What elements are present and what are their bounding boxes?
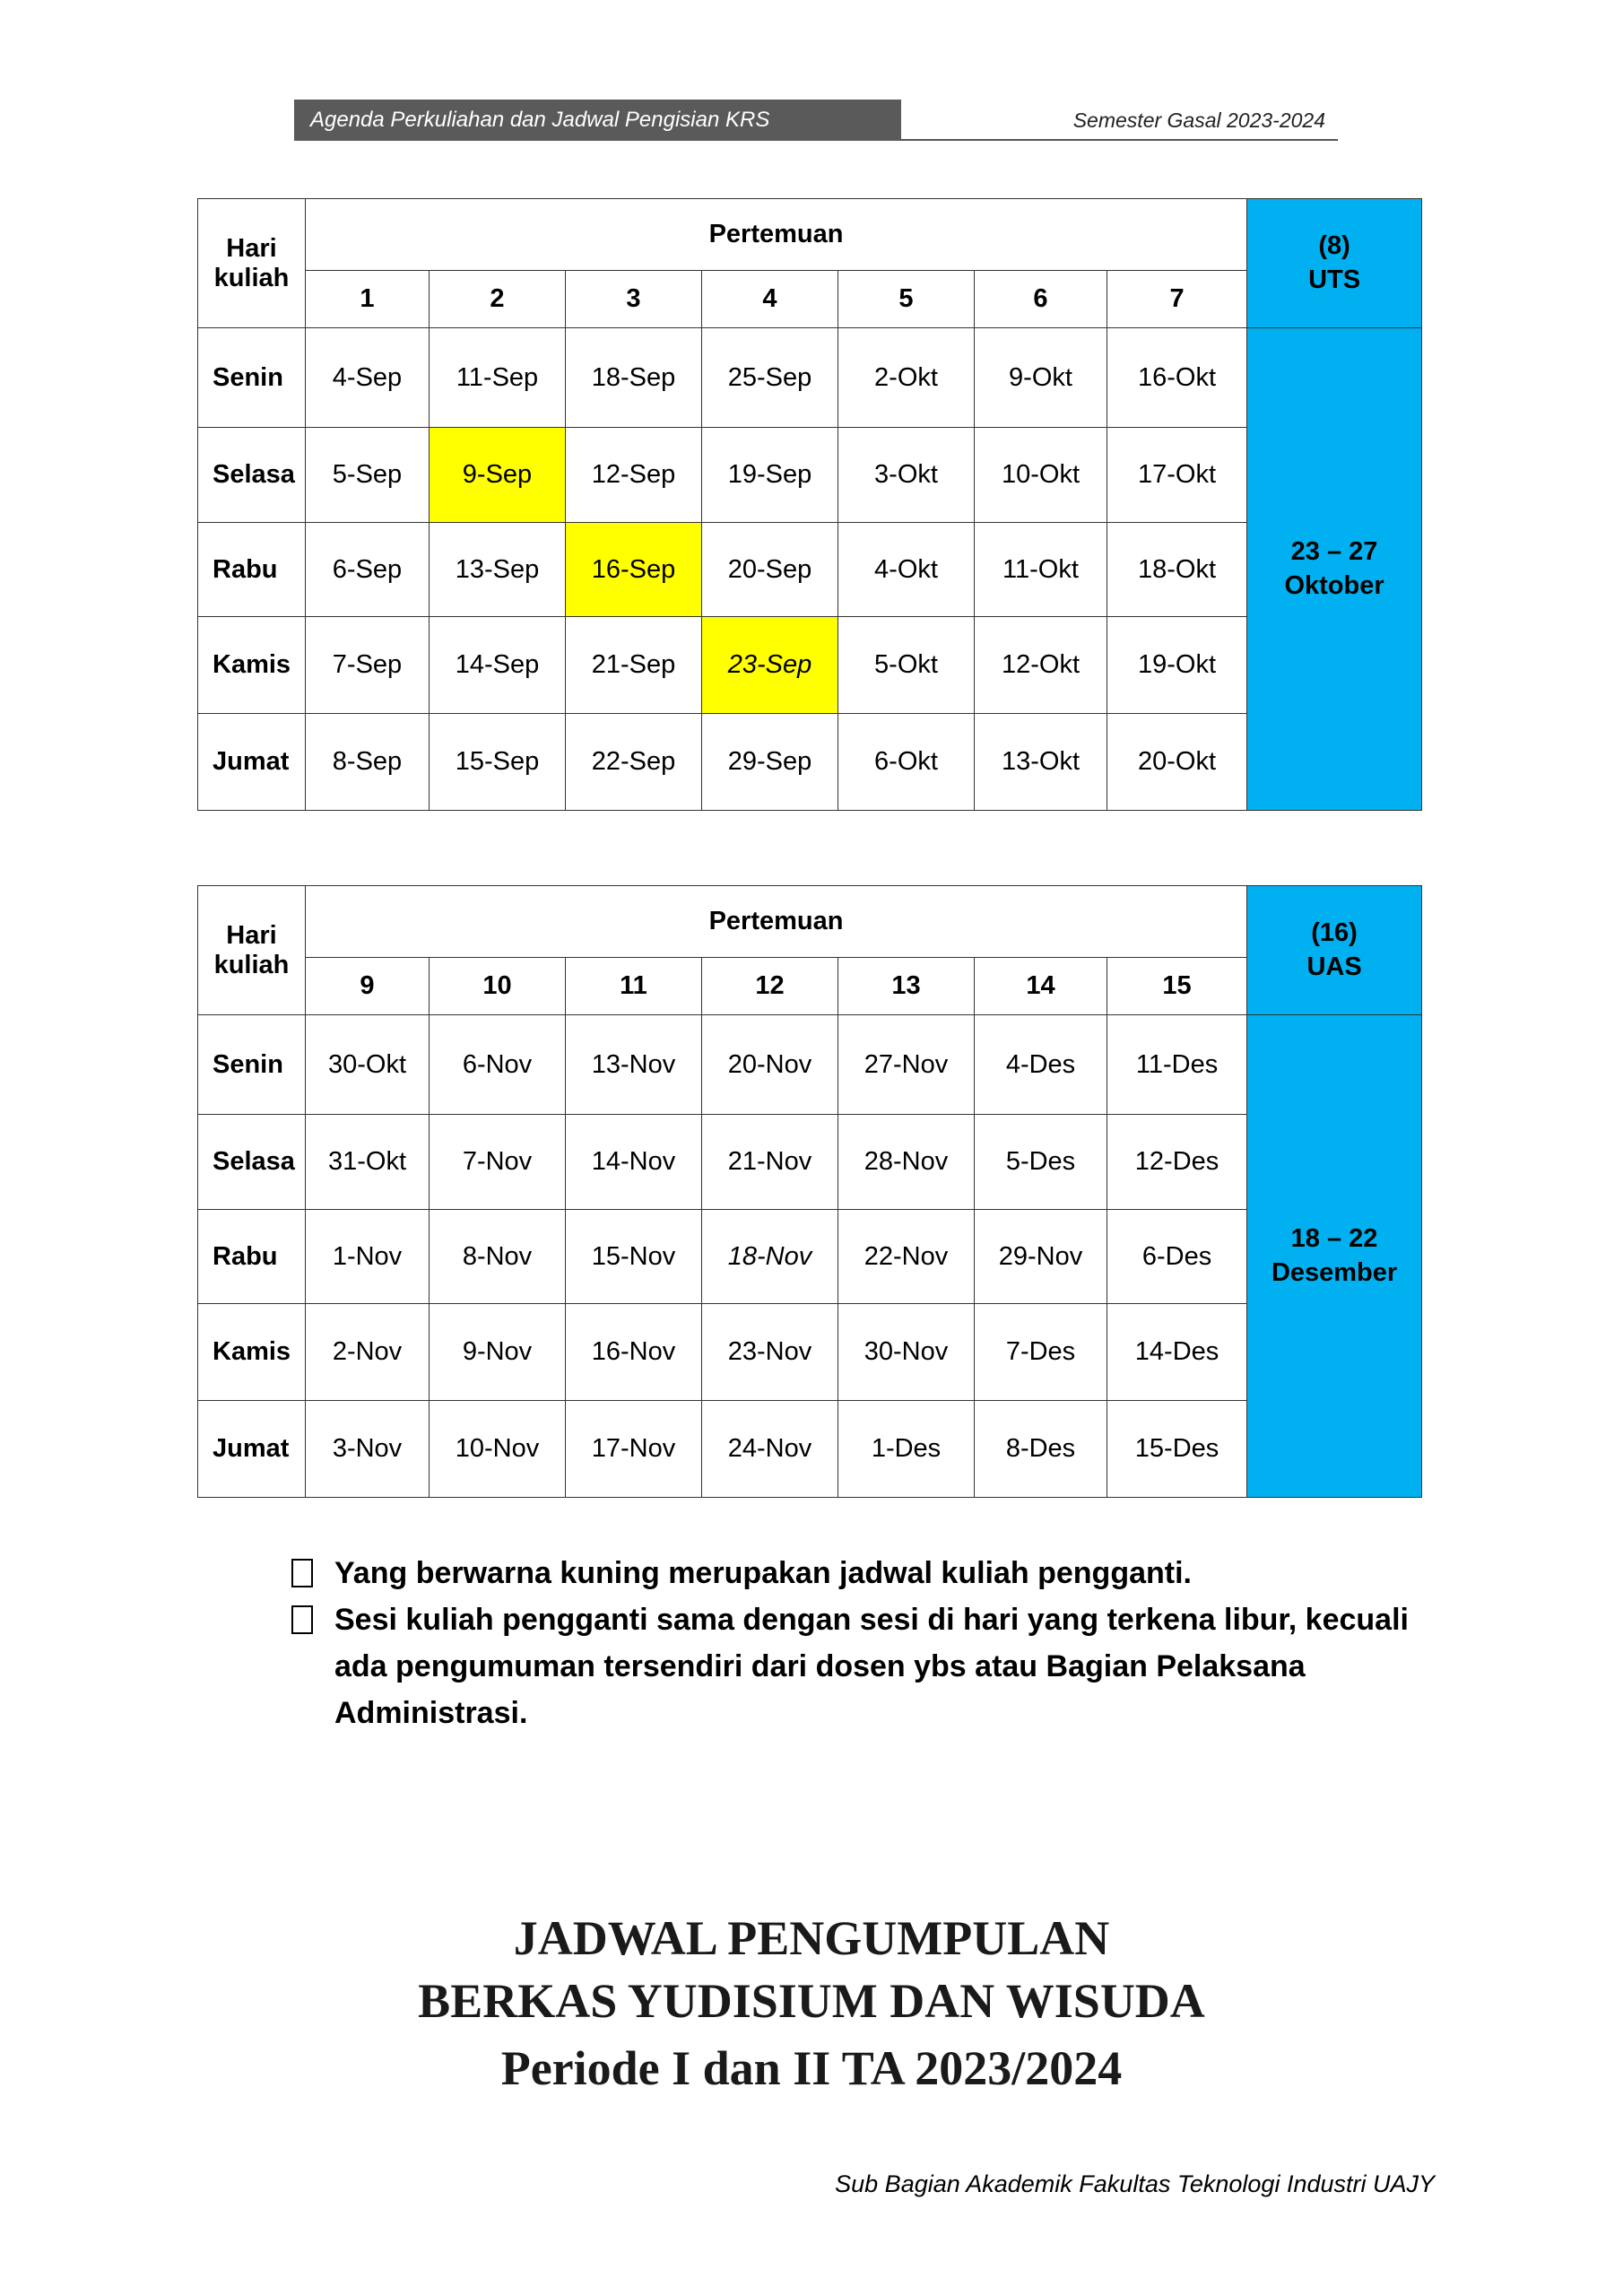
- schedule-table-uas: [197, 885, 1422, 1498]
- checkbox-bullet-icon: [291, 1559, 313, 1587]
- day-label: Kamis: [198, 617, 306, 714]
- date-cell: 11-Okt: [975, 523, 1107, 617]
- date-cell: 30-Nov: [838, 1304, 975, 1401]
- title-line-3: Periode I dan II TA 2023/2024: [500, 2041, 1123, 2095]
- meeting-number: 5: [838, 271, 975, 328]
- table-row: [198, 1210, 1422, 1304]
- date-cell: 9-Okt: [975, 328, 1107, 428]
- date-cell: 3-Okt: [838, 428, 975, 523]
- note-text: Sesi kuliah pengganti sama dengan sesi di hari yang terkena libur, kecuali ada pengumuman tersendiri dari dosen ybs atau Bagian Pelaksana Administrasi.: [334, 1603, 1409, 1730]
- date-cell: 5-Sep: [306, 428, 430, 523]
- date-cell: 2-Okt: [838, 328, 975, 428]
- date-cell: 2-Nov: [306, 1304, 430, 1401]
- table-row: [198, 328, 1422, 428]
- date-cell: 16-Nov: [566, 1304, 702, 1401]
- table-row: [198, 523, 1422, 617]
- day-label: Kamis: [198, 1304, 306, 1401]
- date-cell: 10-Nov: [430, 1401, 566, 1498]
- meeting-number: 14: [975, 958, 1107, 1015]
- meeting-number: 7: [1107, 271, 1247, 328]
- uts-header: (8) UTS: [1247, 199, 1422, 328]
- date-cell: 16-Okt: [1107, 328, 1247, 428]
- table-row: [198, 1401, 1422, 1498]
- date-cell: 17-Okt: [1107, 428, 1247, 523]
- table-row: [198, 1115, 1422, 1210]
- date-cell: 3-Nov: [306, 1401, 430, 1498]
- date-cell: 25-Sep: [702, 328, 838, 428]
- date-cell: 28-Nov: [838, 1115, 975, 1210]
- date-cell: 20-Nov: [702, 1015, 838, 1115]
- date-cell: 24-Nov: [702, 1401, 838, 1498]
- schedule-table-uts: [197, 198, 1422, 811]
- date-cell: 13-Nov: [566, 1015, 702, 1115]
- meeting-number: 4: [702, 271, 838, 328]
- date-cell: 11-Sep: [430, 328, 566, 428]
- date-cell: 21-Sep: [566, 617, 702, 714]
- checkbox-bullet-icon: [291, 1605, 313, 1634]
- meeting-number: 15: [1107, 958, 1247, 1015]
- date-cell: 6-Okt: [838, 714, 975, 811]
- table-row: [198, 1304, 1422, 1401]
- date-cell: 9-Nov: [430, 1304, 566, 1401]
- date-cell: 29-Nov: [975, 1210, 1107, 1304]
- date-cell: 18-Okt: [1107, 523, 1247, 617]
- list-item: [291, 1596, 1457, 1736]
- date-cell: 6-Sep: [306, 523, 430, 617]
- day-label: Jumat: [198, 1401, 306, 1498]
- date-cell: 19-Sep: [702, 428, 838, 523]
- title-line-1: JADWAL PENGUMPULAN: [513, 1911, 1110, 1965]
- uts-dates: 23 – 27 Oktober: [1247, 328, 1422, 811]
- hari-kuliah-header: Hari kuliah: [198, 886, 306, 1015]
- day-label: Senin: [198, 328, 306, 428]
- date-cell: 14-Sep: [430, 617, 566, 714]
- date-cell: 4-Des: [975, 1015, 1107, 1115]
- day-label: Selasa: [198, 428, 306, 523]
- date-cell: 18-Sep: [566, 328, 702, 428]
- date-cell: 12-Okt: [975, 617, 1107, 714]
- date-cell: 15-Sep: [430, 714, 566, 811]
- date-cell: 29-Sep: [702, 714, 838, 811]
- list-item: [291, 1550, 1457, 1596]
- date-cell: 20-Okt: [1107, 714, 1247, 811]
- date-cell: 18-Nov: [702, 1210, 838, 1304]
- date-cell: 22-Nov: [838, 1210, 975, 1304]
- meeting-number: 6: [975, 271, 1107, 328]
- date-cell: 6-Nov: [430, 1015, 566, 1115]
- date-cell: 20-Sep: [702, 523, 838, 617]
- replacement-date-cell: 23-Sep: [702, 617, 838, 714]
- table-row: [198, 1015, 1422, 1115]
- date-cell: 7-Sep: [306, 617, 430, 714]
- meeting-number: 13: [838, 958, 975, 1015]
- hari-kuliah-header: Hari kuliah: [198, 199, 306, 328]
- date-cell: 5-Okt: [838, 617, 975, 714]
- pertemuan-header: Pertemuan: [306, 886, 1247, 958]
- uas-dates: 18 – 22 Desember: [1247, 1015, 1422, 1498]
- table-row: [198, 617, 1422, 714]
- date-cell: 23-Nov: [702, 1304, 838, 1401]
- date-cell: 11-Des: [1107, 1015, 1247, 1115]
- date-cell: 27-Nov: [838, 1015, 975, 1115]
- uas-header: (16) UAS: [1247, 886, 1422, 1015]
- date-cell: 1-Des: [838, 1401, 975, 1498]
- day-label: Senin: [198, 1015, 306, 1115]
- date-cell: 22-Sep: [566, 714, 702, 811]
- date-cell: 8-Sep: [306, 714, 430, 811]
- meeting-number: 11: [566, 958, 702, 1015]
- day-label: Selasa: [198, 1115, 306, 1210]
- meeting-number: 1: [306, 271, 430, 328]
- meeting-number: 2: [430, 271, 566, 328]
- date-cell: 14-Nov: [566, 1115, 702, 1210]
- meeting-number: 10: [430, 958, 566, 1015]
- note-text: Yang berwarna kuning merupakan jadwal kuliah pengganti.: [334, 1556, 1192, 1590]
- date-cell: 15-Nov: [566, 1210, 702, 1304]
- date-cell: 21-Nov: [702, 1115, 838, 1210]
- date-cell: 7-Nov: [430, 1115, 566, 1210]
- day-label: Rabu: [198, 523, 306, 617]
- footer-department: Sub Bagian Akademik Fakultas Teknologi Industri UAJY: [835, 2170, 1435, 2197]
- date-cell: 12-Des: [1107, 1115, 1247, 1210]
- date-cell: 4-Okt: [838, 523, 975, 617]
- date-cell: 6-Des: [1107, 1210, 1247, 1304]
- date-cell: 8-Nov: [430, 1210, 566, 1304]
- date-cell: 31-Okt: [306, 1115, 430, 1210]
- date-cell: 19-Okt: [1107, 617, 1247, 714]
- date-cell: 1-Nov: [306, 1210, 430, 1304]
- date-cell: 8-Des: [975, 1401, 1107, 1498]
- date-cell: 15-Des: [1107, 1401, 1247, 1498]
- day-label: Jumat: [198, 714, 306, 811]
- notes-list: [291, 1550, 1457, 1736]
- meeting-number: 3: [566, 271, 702, 328]
- table-row: [198, 428, 1422, 523]
- date-cell: 7-Des: [975, 1304, 1107, 1401]
- date-cell: 4-Sep: [306, 328, 430, 428]
- day-label: Rabu: [198, 1210, 306, 1304]
- date-cell: 14-Des: [1107, 1304, 1247, 1401]
- replacement-date-cell: 9-Sep: [430, 428, 566, 523]
- date-cell: 5-Des: [975, 1115, 1107, 1210]
- date-cell: 13-Okt: [975, 714, 1107, 811]
- title-line-2: BERKAS YUDISIUM DAN WISUDA: [418, 1974, 1205, 2028]
- meeting-number: 12: [702, 958, 838, 1015]
- pertemuan-header: Pertemuan: [306, 199, 1247, 271]
- date-cell: 17-Nov: [566, 1401, 702, 1498]
- table-row: [198, 714, 1422, 811]
- header-document-title: Agenda Perkuliahan dan Jadwal Pengisian KRS: [294, 100, 901, 141]
- date-cell: 30-Okt: [306, 1015, 430, 1115]
- meeting-number: 9: [306, 958, 430, 1015]
- replacement-date-cell: 16-Sep: [566, 523, 702, 617]
- date-cell: 10-Okt: [975, 428, 1107, 523]
- date-cell: 12-Sep: [566, 428, 702, 523]
- header-semester: Semester Gasal 2023-2024: [901, 100, 1338, 141]
- date-cell: 13-Sep: [430, 523, 566, 617]
